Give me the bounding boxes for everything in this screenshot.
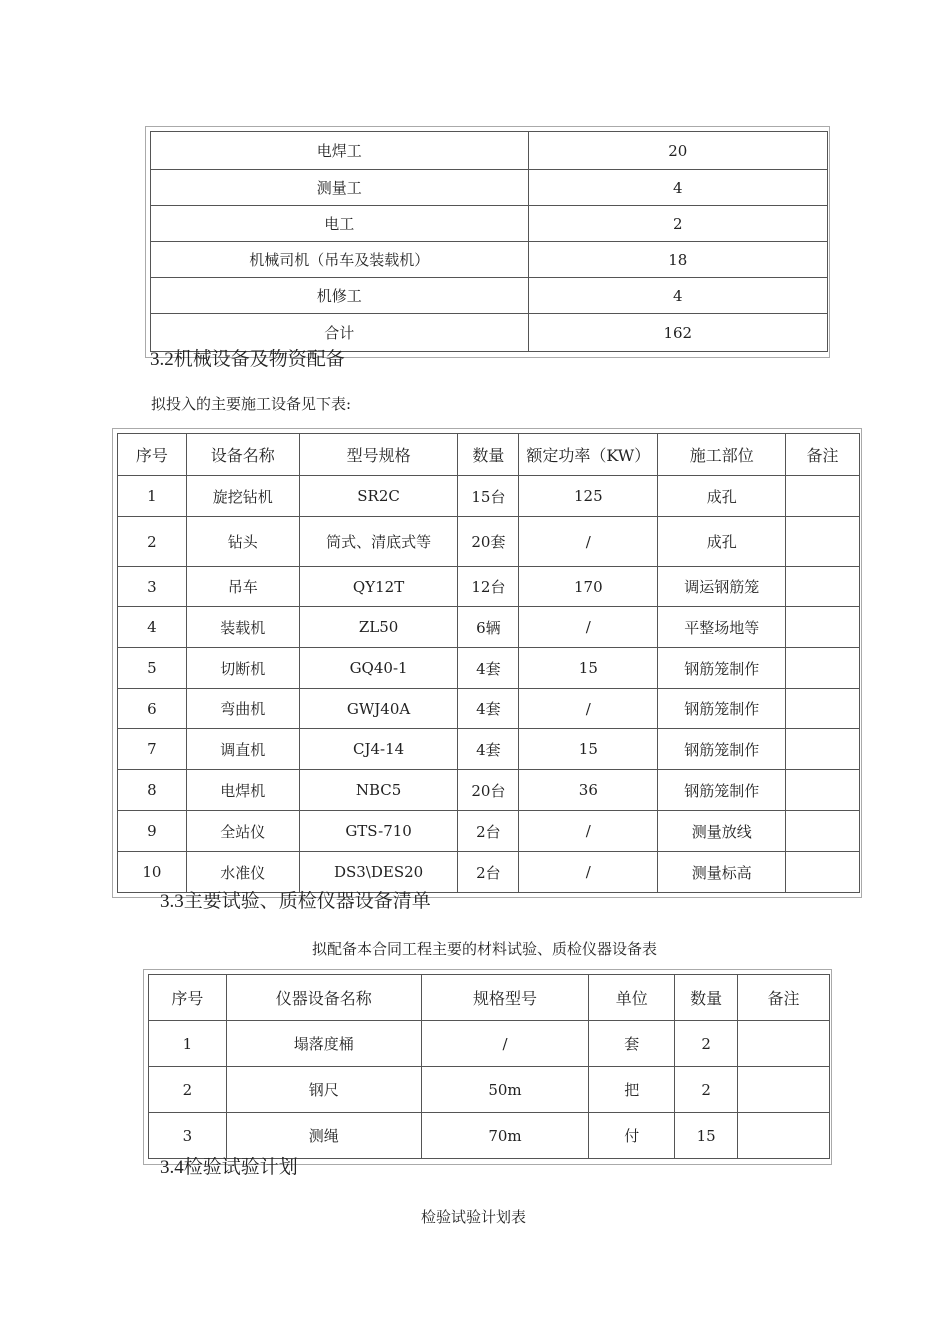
table-cell: / bbox=[519, 852, 658, 893]
column-header: 规格型号 bbox=[421, 975, 589, 1021]
table-cell: 6 bbox=[118, 689, 187, 729]
section-3-2-number: 3.2 bbox=[150, 349, 174, 370]
table-row bbox=[151, 278, 828, 314]
table-row bbox=[118, 689, 860, 729]
table-cell bbox=[786, 607, 860, 648]
table-cell: 测量标高 bbox=[658, 852, 786, 893]
table-cell: CJ4-14 bbox=[299, 729, 458, 770]
column-header: 数量 bbox=[458, 434, 519, 476]
table-cell: 弯曲机 bbox=[186, 689, 299, 729]
table-cell: DS3\DES20 bbox=[299, 852, 458, 893]
table-cell: 2台 bbox=[458, 811, 519, 852]
section-3-4-caption: 检验试验计划表 bbox=[421, 1208, 527, 1226]
column-header: 施工部位 bbox=[658, 434, 786, 476]
table-cell: / bbox=[519, 689, 658, 729]
column-header: 型号规格 bbox=[299, 434, 458, 476]
table-cell: 36 bbox=[519, 770, 658, 811]
table-cell bbox=[738, 1113, 830, 1159]
table-cell: GTS-710 bbox=[299, 811, 458, 852]
table-cell: 3 bbox=[118, 567, 187, 607]
table-row bbox=[149, 1067, 830, 1113]
table-row bbox=[118, 770, 860, 811]
table-cell: 机械司机（吊车及装载机） bbox=[151, 242, 529, 278]
table-cell: 4套 bbox=[458, 729, 519, 770]
table-cell: 吊车 bbox=[186, 567, 299, 607]
table-cell: 1 bbox=[149, 1021, 227, 1067]
table-cell: 50m bbox=[421, 1067, 589, 1113]
table-row bbox=[151, 242, 828, 278]
table-cell: 钻头 bbox=[186, 517, 299, 567]
table-cell: / bbox=[519, 607, 658, 648]
instrument-table-body bbox=[149, 975, 830, 1159]
table-cell: 20套 bbox=[458, 517, 519, 567]
table-cell: 把 bbox=[589, 1067, 675, 1113]
equipment-table-body bbox=[118, 434, 860, 893]
table-cell: / bbox=[519, 517, 658, 567]
table-cell: SR2C bbox=[299, 476, 458, 517]
table-cell: 成孔 bbox=[658, 517, 786, 567]
section-3-3-heading bbox=[160, 886, 431, 913]
table-cell: GWJ40A bbox=[299, 689, 458, 729]
table-row bbox=[118, 648, 860, 689]
table-cell: 钢尺 bbox=[226, 1067, 421, 1113]
table-cell: 筒式、清底式等 bbox=[299, 517, 458, 567]
table-cell bbox=[738, 1021, 830, 1067]
section-3-2-heading bbox=[150, 344, 345, 371]
section-3-2-intro: 拟投入的主要施工设备见下表: bbox=[151, 395, 352, 413]
table-cell: 15 bbox=[519, 648, 658, 689]
table-cell bbox=[786, 852, 860, 893]
table-cell bbox=[786, 567, 860, 607]
table-cell bbox=[786, 648, 860, 689]
table-row bbox=[118, 567, 860, 607]
table-cell: 2 bbox=[675, 1021, 738, 1067]
table-cell: 装载机 bbox=[186, 607, 299, 648]
section-3-4-heading bbox=[160, 1152, 298, 1179]
table-row bbox=[118, 811, 860, 852]
table-cell: 7 bbox=[118, 729, 187, 770]
column-header: 序号 bbox=[149, 975, 227, 1021]
table-cell bbox=[786, 811, 860, 852]
section-3-2-title: 机械设备及物资配备 bbox=[173, 348, 345, 370]
table-cell: 测量工 bbox=[151, 170, 529, 206]
table-cell: 3 bbox=[149, 1113, 227, 1159]
table-cell: 4 bbox=[118, 607, 187, 648]
table-cell: 4套 bbox=[458, 648, 519, 689]
table-cell: 20台 bbox=[458, 770, 519, 811]
table-row bbox=[118, 607, 860, 648]
table-cell: 8 bbox=[118, 770, 187, 811]
table-cell: 钢筋笼制作 bbox=[658, 689, 786, 729]
table-cell: 2 bbox=[528, 206, 827, 242]
table-cell: 钢筋笼制作 bbox=[658, 770, 786, 811]
table-cell: 成孔 bbox=[658, 476, 786, 517]
table-cell: ZL50 bbox=[299, 607, 458, 648]
labor-table-body bbox=[151, 132, 828, 352]
table-row bbox=[118, 476, 860, 517]
table-cell: 15 bbox=[675, 1113, 738, 1159]
table-row bbox=[118, 729, 860, 770]
table-cell: 5 bbox=[118, 648, 187, 689]
table-cell: 4套 bbox=[458, 689, 519, 729]
table-cell: 2 bbox=[149, 1067, 227, 1113]
column-header: 数量 bbox=[675, 975, 738, 1021]
column-header: 仪器设备名称 bbox=[226, 975, 421, 1021]
table-cell: 15 bbox=[519, 729, 658, 770]
table-cell: 电焊工 bbox=[151, 132, 529, 170]
table-cell bbox=[786, 517, 860, 567]
table-cell: 2 bbox=[675, 1067, 738, 1113]
table-cell: / bbox=[519, 811, 658, 852]
table-cell: 162 bbox=[528, 314, 827, 352]
table-cell: 125 bbox=[519, 476, 658, 517]
table-row bbox=[118, 517, 860, 567]
table-cell: 测量放线 bbox=[658, 811, 786, 852]
section-3-4-title: 检验试验计划 bbox=[183, 1156, 298, 1178]
table-cell: 电焊机 bbox=[186, 770, 299, 811]
table-cell bbox=[786, 770, 860, 811]
column-header: 单位 bbox=[589, 975, 675, 1021]
column-header: 设备名称 bbox=[186, 434, 299, 476]
table-row bbox=[151, 206, 828, 242]
table-cell: 水准仪 bbox=[186, 852, 299, 893]
instrument-table bbox=[148, 974, 830, 1159]
section-3-3-title: 主要试验、质检仪器设备清单 bbox=[183, 890, 431, 912]
table-row bbox=[151, 170, 828, 206]
table-cell: 平整场地等 bbox=[658, 607, 786, 648]
table-cell: 合计 bbox=[151, 314, 529, 352]
table-cell: 2 bbox=[118, 517, 187, 567]
table-cell: / bbox=[421, 1021, 589, 1067]
table-cell bbox=[738, 1067, 830, 1113]
table-cell: 塌落度桶 bbox=[226, 1021, 421, 1067]
table-cell: 2台 bbox=[458, 852, 519, 893]
table-cell: NBC5 bbox=[299, 770, 458, 811]
table-cell: 切断机 bbox=[186, 648, 299, 689]
table-cell: 9 bbox=[118, 811, 187, 852]
table-cell: 6辆 bbox=[458, 607, 519, 648]
table-cell: 测绳 bbox=[226, 1113, 421, 1159]
table-cell: 钢筋笼制作 bbox=[658, 729, 786, 770]
table-cell bbox=[786, 729, 860, 770]
table-cell bbox=[786, 476, 860, 517]
table-cell: 70m bbox=[421, 1113, 589, 1159]
column-header: 备注 bbox=[738, 975, 830, 1021]
section-3-4-number: 3.4 bbox=[160, 1157, 184, 1178]
table-row bbox=[149, 1021, 830, 1067]
table-cell: 12台 bbox=[458, 567, 519, 607]
column-header: 备注 bbox=[786, 434, 860, 476]
equipment-table bbox=[117, 433, 860, 893]
table-cell bbox=[786, 689, 860, 729]
table-cell: 电工 bbox=[151, 206, 529, 242]
header-row bbox=[118, 434, 860, 476]
table-cell: 18 bbox=[528, 242, 827, 278]
table-cell: 机修工 bbox=[151, 278, 529, 314]
section-3-3-caption: 拟配备本合同工程主要的材料试验、质检仪器设备表 bbox=[312, 940, 658, 958]
table-cell: GQ40-1 bbox=[299, 648, 458, 689]
header-row bbox=[149, 975, 830, 1021]
table-cell: 全站仪 bbox=[186, 811, 299, 852]
table-row bbox=[151, 132, 828, 170]
labor-table bbox=[150, 131, 828, 352]
table-cell: 15台 bbox=[458, 476, 519, 517]
table-cell: 4 bbox=[528, 170, 827, 206]
table-cell: 调直机 bbox=[186, 729, 299, 770]
column-header: 序号 bbox=[118, 434, 187, 476]
table-cell: 旋挖钻机 bbox=[186, 476, 299, 517]
table-cell: 4 bbox=[528, 278, 827, 314]
table-cell: 套 bbox=[589, 1021, 675, 1067]
column-header: 额定功率（KW） bbox=[519, 434, 658, 476]
table-cell: 钢筋笼制作 bbox=[658, 648, 786, 689]
table-cell: 10 bbox=[118, 852, 187, 893]
table-cell: 付 bbox=[589, 1113, 675, 1159]
table-cell: 170 bbox=[519, 567, 658, 607]
section-3-3-number: 3.3 bbox=[160, 891, 184, 912]
table-cell: 1 bbox=[118, 476, 187, 517]
table-cell: QY12T bbox=[299, 567, 458, 607]
table-cell: 20 bbox=[528, 132, 827, 170]
table-cell: 调运钢筋笼 bbox=[658, 567, 786, 607]
